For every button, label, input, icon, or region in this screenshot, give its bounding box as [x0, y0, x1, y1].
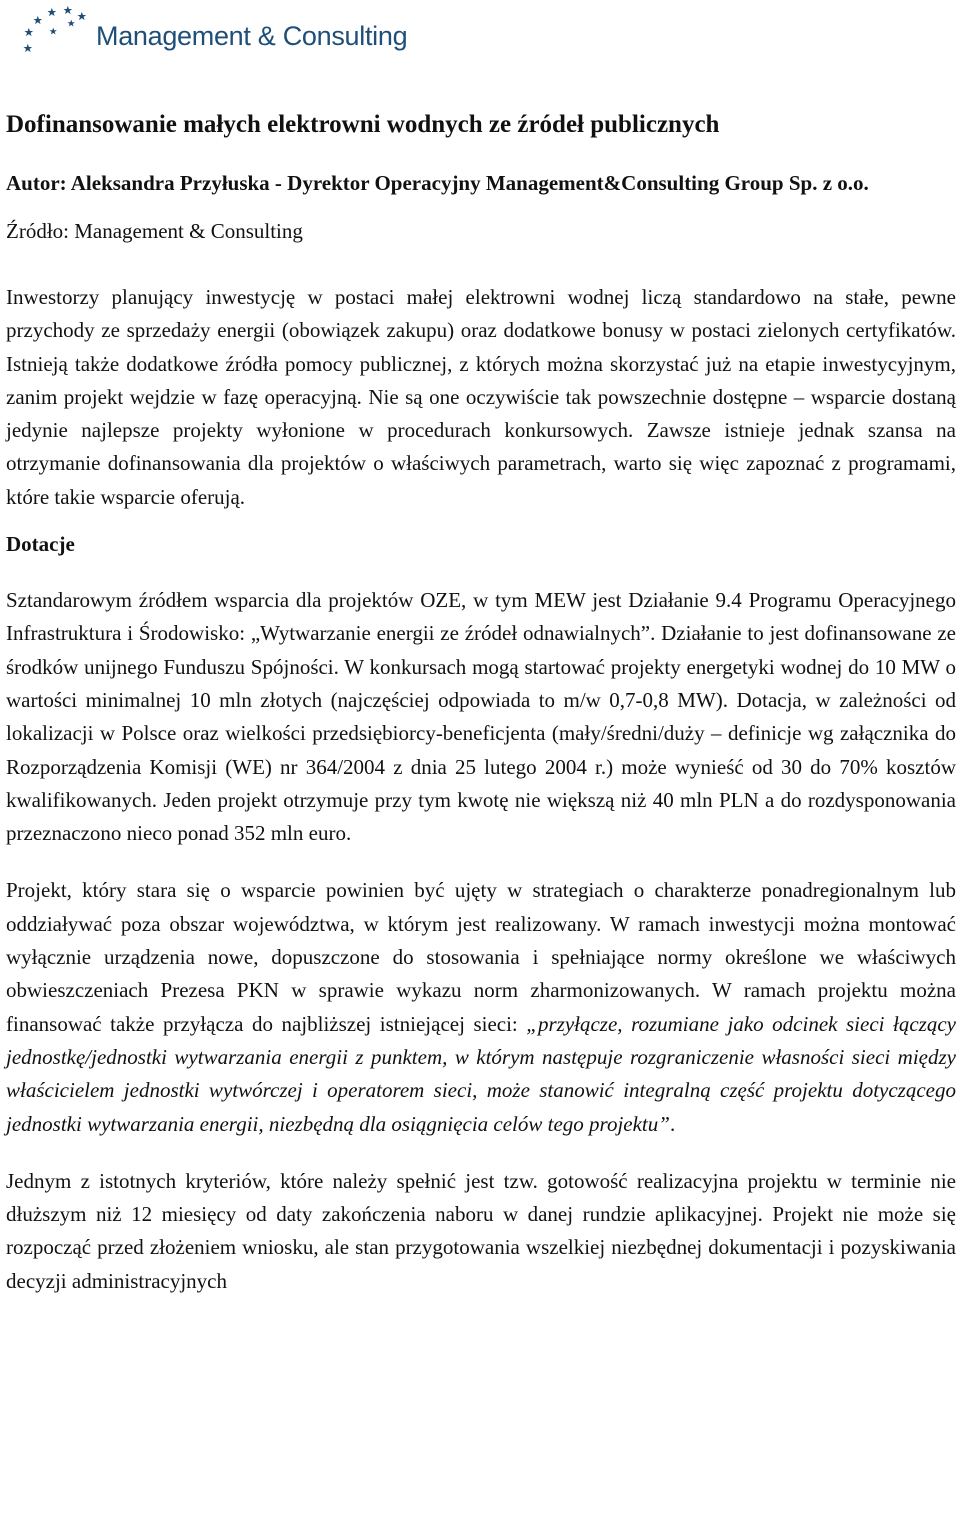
logo-text: Management & Consulting	[96, 20, 408, 51]
projekt-paragraph-text: Projekt, który stara się o wsparcie powinien być ujęty w strategiach o charakterze ponadregionalnym lub oddziaływać poza obszar województwa, w którym jest realizowany. W ramach inwestycji można montować wyłącznie urządzenia nowe, dopuszczone do stosowania i spełniające normy określone we właściwych obwieszczeniach Prezesa PKN w sprawie wykazu norm zharmonizowanych. W ramach projektu można finansować także przyłącza do najbliższej istniejącej sieci:	[6, 878, 956, 1036]
projekt-paragraph-quote: „przyłącze, rozumiane jako odcinek sieci łączący jednostkę/jednostki wytwarzania energii z punktem, w którym następuje rozgraniczenie własności sieci między właścicielem jednostki wytwórczej i operatorem sieci, może stanowić integralną część projektu dotyczącego jednostki wytwarzania energii, niezbędną dla osiągnięcia celów tego projektu”	[6, 1011, 956, 1136]
intro-paragraph: Inwestorzy planujący inwestycję w postaci małej elektrowni wodnej liczą standardowo na stałe, pewne przychody ze sprzedaży energii (obowiązek zakupu) oraz dodatkowe bonusy w postaci zielonych certyfikatów. Istnieją także dodatkowe źródła pomocy publicznej, z których można skorzystać już na etapie inwestycyjnym, zanim projekt wejdzie w fazę operacyjną. Nie są one oczywiście tak powszechnie dostępne – wsparcie dostaną jedynie najlepsze projekty wyłonione w procedurach konkursowych. Zawsze istnieje jednak szansa na otrzymanie dofinansowania dla projektów o właściwych parametrach, warto się więc zapoznać z programami, które takie wsparcie oferują.	[6, 285, 956, 509]
projekt-paragraph	[6, 874, 956, 1140]
section-heading-dotacje: Dotacje	[6, 532, 75, 557]
kryteria-paragraph: Jednym z istotnych kryteriów, które należy spełnić jest tzw. gotowość realizacyjna projektu w terminie nie dłuższym niż 12 miesięcy od daty zakończenia naboru w danej rundzie aplikacyjnej. Projekt nie może się rozpocząć przed złożeniem wniosku, ale stan przygotowania wszelkiej niezbędnej dokumentacji i pozyskiwania decyzji administracyjnych	[6, 1168, 956, 1293]
projekt-paragraph-end: .	[669, 1111, 676, 1136]
stars-arc-icon	[22, 6, 94, 58]
company-logo	[22, 4, 407, 60]
article	[6, 108, 956, 1298]
dotacje-paragraph: Sztandarowym źródłem wsparcia dla projektów OZE, w tym MEW jest Działanie 9.4 Programu Operacyjnego Infrastruktura i Środowisko: „Wytwarzanie energii ze źródeł odnawialnych”. Działanie to jest dofinansowane ze środków unijnego Funduszu Spójności. W konkursach mogą startować projekty energetyki wodnej do 10 MW o wartości minimalnej 10 mln złotych (najczęściej odpowiada to m/w 0,7-0,8 MW). Dotacja, w zależności od lokalizacji w Polsce oraz wielkości przedsiębiorcy-beneficjenta (mały/średni/duży – definicje wg załącznika do Rozporządzenia Komisji (WE) nr 364/2004 z dnia 25 lutego 2004 r.) może wynieść od 30 do 70% kosztów kwalifikowanych. Jeden projekt otrzymuje przy tym kwotę nie większą niż 40 mln PLN a do rozdysponowania przeznaczono nieco ponad 352 mln euro.	[6, 588, 956, 846]
article-author: Autor: Aleksandra Przyłuska - Dyrektor Operacyjny Management&Consulting Group Sp. z o.o.	[6, 171, 869, 195]
article-title: Dofinansowanie małych elektrowni wodnych ze źródeł publicznych	[6, 111, 720, 138]
article-source: Źródło: Management & Consulting	[6, 219, 303, 243]
